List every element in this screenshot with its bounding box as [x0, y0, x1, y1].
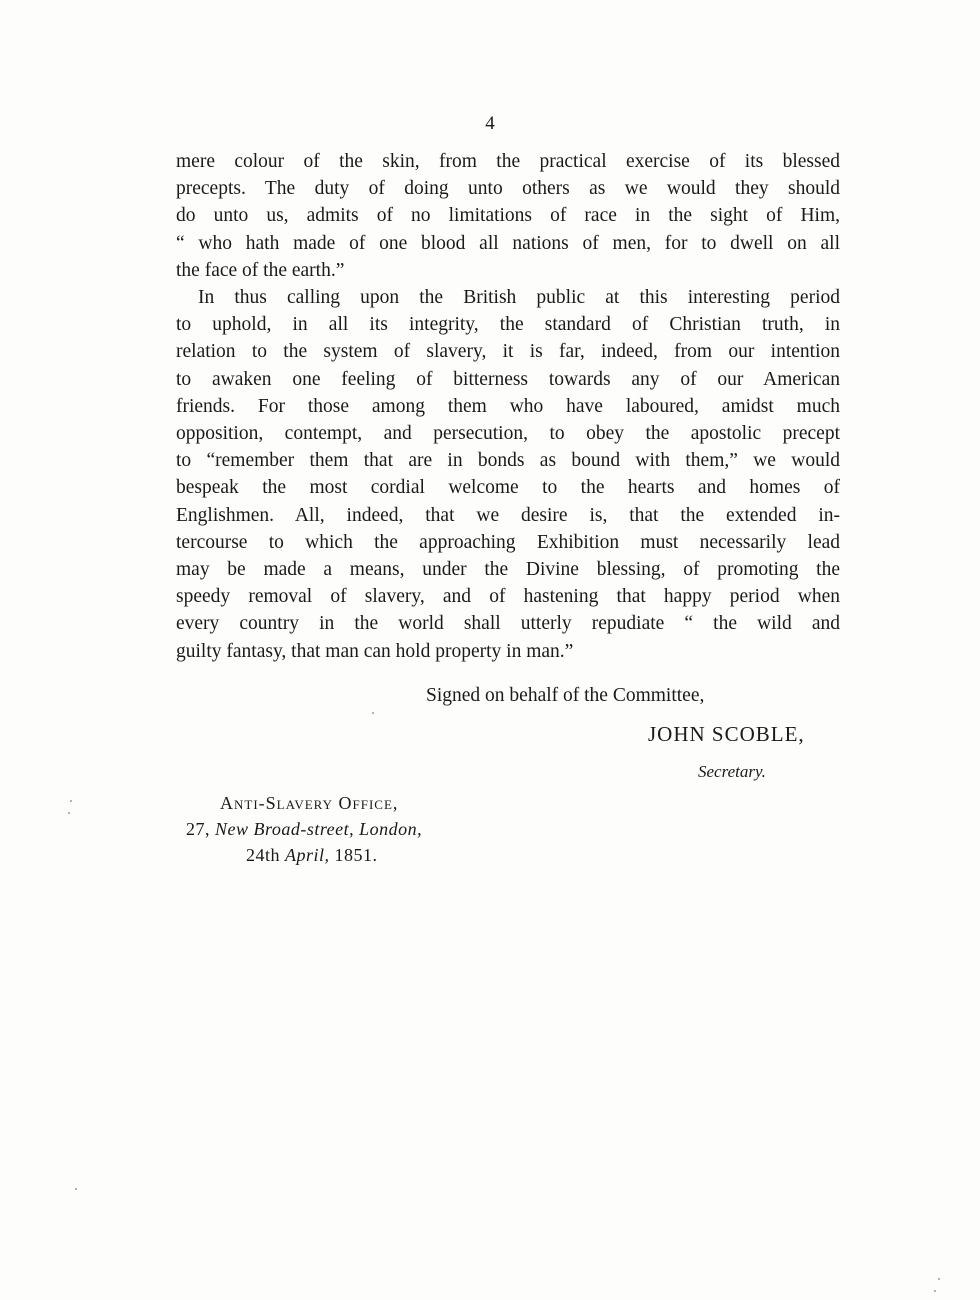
- text-line: opposition, contempt, and persecution, to obey the apostolic precept: [176, 423, 840, 445]
- text-line: to awaken one feeling of bitterness towards any of our American: [176, 368, 840, 390]
- scan-speck: [934, 1290, 936, 1292]
- paragraph-1: [176, 148, 840, 284]
- scan-speck: [70, 800, 72, 802]
- office-name: Anti-Slavery Office,: [220, 793, 399, 813]
- scan-speck: [938, 1278, 940, 1280]
- text-line: friends. For those among them who have laboured, amidst much: [176, 395, 840, 417]
- scan-speck: [68, 812, 70, 814]
- scan-speck: [75, 1188, 77, 1190]
- text-line: bespeak the most cordial welcome to the hearts and homes of: [176, 477, 840, 499]
- text-line: Englishmen. All, indeed, that we desire is, that the extended in-: [176, 504, 840, 526]
- text-line: “ who hath made of one blood all nations of men, for to dwell on all: [176, 232, 840, 254]
- text-line: guilty fantasy, that man can hold property in man.”: [176, 640, 574, 662]
- street-number: 27,: [186, 819, 215, 839]
- page-number: 4: [485, 113, 495, 134]
- text-line: speedy removal of slavery, and of hastening that happy period when: [176, 586, 840, 608]
- address-block: [186, 790, 422, 868]
- scan-speck: [372, 712, 374, 714]
- signer-name: JOHN SCOBLE,: [648, 722, 805, 746]
- text-line: tercourse to which the approaching Exhibition must necessarily lead: [176, 531, 840, 553]
- text-line: every country in the world shall utterly repudiate “ the wild and: [176, 613, 840, 635]
- street-address: [186, 816, 422, 842]
- letter-date: [186, 842, 422, 868]
- text-line: to uphold, in all its integrity, the standard of Christian truth, in: [176, 314, 840, 336]
- signed-line: Signed on behalf of the Committee,: [426, 685, 705, 706]
- text-line: to “remember them that are in bonds as bound with them,” we would: [176, 450, 840, 472]
- text-line: the face of the earth.”: [176, 259, 345, 281]
- text-line: precepts. The duty of doing unto others as we would they should: [176, 178, 840, 200]
- text-line: do unto us, admits of no limitations of race in the sight of Him,: [176, 205, 840, 227]
- text-line: mere colour of the skin, from the practical exercise of its blessed: [176, 151, 840, 172]
- text-line: relation to the system of slavery, it is far, indeed, from our intention: [176, 341, 840, 363]
- date-day: 24th: [246, 845, 286, 865]
- text-line: In thus calling upon the British public at this interesting period: [198, 287, 840, 309]
- date-month: April,: [285, 845, 330, 865]
- body-text: [176, 148, 840, 665]
- street-name: New Broad-street, London,: [215, 819, 423, 839]
- signer-title: Secretary.: [698, 762, 766, 781]
- paragraph-2: [176, 284, 840, 665]
- date-year: 1851.: [329, 845, 378, 865]
- text-line: may be made a means, under the Divine blessing, of promoting the: [176, 559, 840, 581]
